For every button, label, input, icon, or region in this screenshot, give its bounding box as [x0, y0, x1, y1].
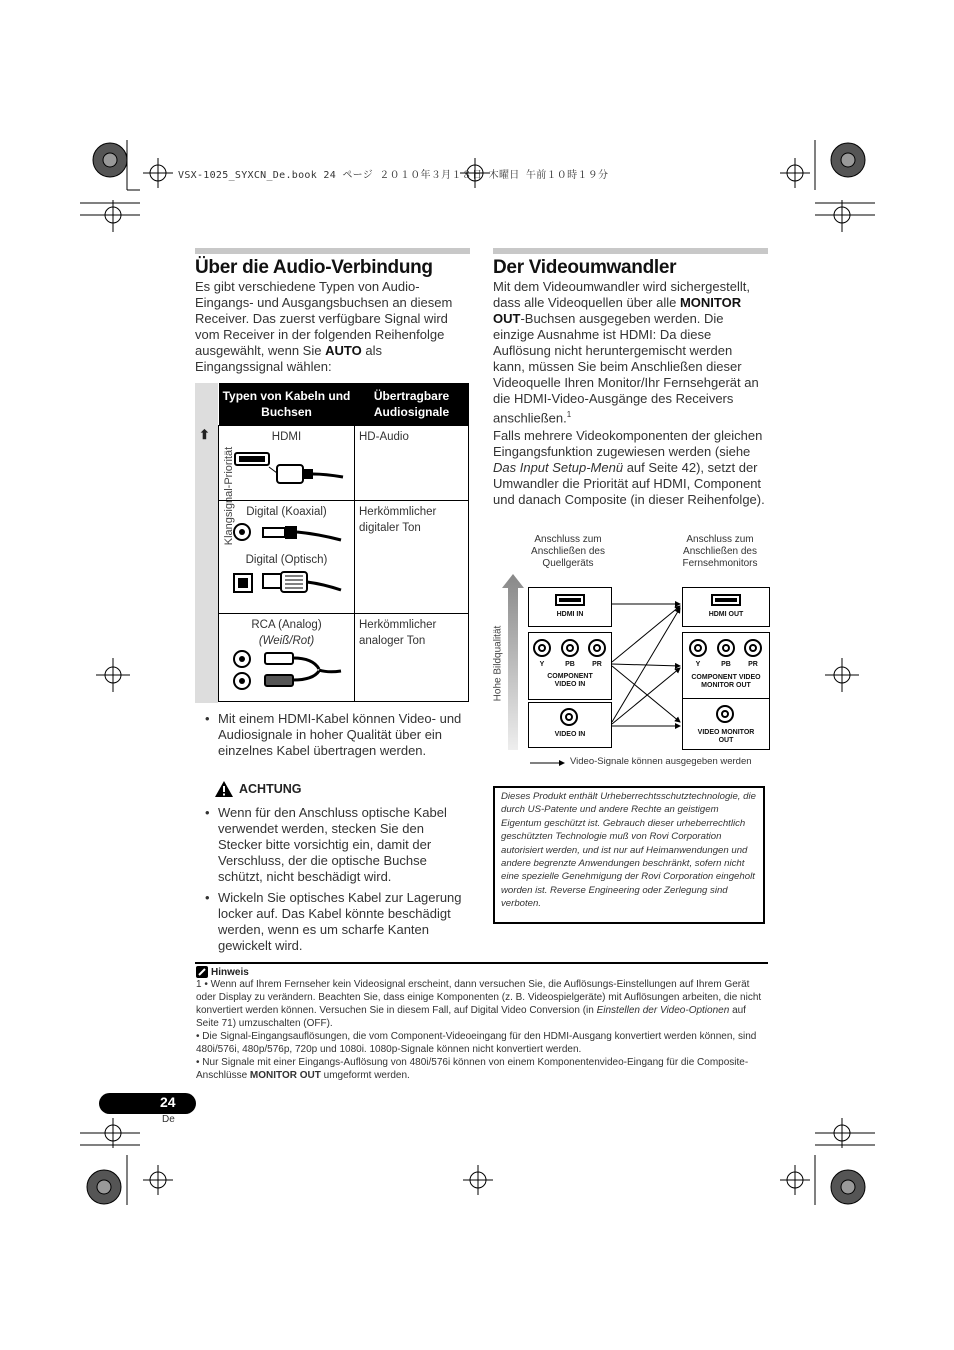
warning-icon — [214, 780, 234, 798]
caution-heading — [214, 780, 302, 798]
list-item: • Mit einem HDMI-Kabel können Video- und Audiosignale in hoher Qualität über ein einzelnes Kabel übertragen werden. — [195, 711, 470, 759]
section-title-audio: Über die Audio-Verbindung — [195, 257, 433, 278]
footnote-item: • Nur Signale mit einer Eingangs-Auflösung von 480i/576i können von einem Komponentenvideo-Eingang für die Composite-Anschlüsse MONITOR OUT umgeformt werden. — [196, 1057, 749, 1081]
section-title-video: Der Videoumwandler — [493, 257, 677, 278]
rovi-notice: Dieses Produkt enthält Urheberrechtsschutztechnologie, die durch US-Patente und andere Rechte an geistigem Eigentum geschützt ist. Gebrauch dieser urheberrechtlich geschützten Technologie muß von Rovi Corporation autorisiert werden, und ist nur auf Heimanwendungen und andere begrenzte Anwendungen beschränkt, sofern nicht eine spezielle Genehmigung der Rovi Corporation eingeholt worden ist. Reverse Engineering oder Zerlegung sind verboten. — [493, 786, 765, 924]
audio-connection-table — [218, 383, 469, 702]
cell-type: HDMI — [271, 431, 302, 443]
video-paragraph-1: Mit dem Videoumwandler wird sichergestellt, dass alle Videoquellen über alle MONITOR OUT-Buchsen ausgegeben werden. Die einzige Ausnahme ist HDMI: Da diese Auflösung nicht heruntergemischt werden kann, müssen Sie beim Anschließen dieser Videoquelle Ihren Monitor/Ihr Fernsehgerät an die HDMI-Video-Ausgänge des Receivers anschließen.$^1$ — [493, 279, 759, 426]
footnote-heading — [196, 966, 249, 978]
pb-label: PB — [721, 661, 731, 668]
caution-title: ACHTUNG — [239, 782, 302, 796]
table-row — [219, 501, 355, 614]
cell-type-optical: Digital (Optisch) — [245, 554, 328, 566]
table-header-signal: Übertragbare Audiosignale — [355, 383, 469, 426]
conversion-arrows — [490, 532, 770, 772]
cell-type: RCA (Analog) — [251, 619, 322, 631]
quality-label: Hohe Bildqualität — [492, 625, 504, 702]
video-paragraph-2: Falls mehrere Videokomponenten der gleichen Eingangsfunktion zugewiesen werden (siehe Das Input Setup-Menü auf Seite 42), setzt der Umwandler die Priorität auf HDMI, Component und danach Composite (in dieser Reihenfolge). — [493, 428, 765, 507]
video-in-label: VIDEO IN — [554, 731, 586, 738]
page-number-badge — [99, 1093, 196, 1114]
video-out-label: VIDEO MONITOR OUT — [697, 729, 755, 744]
pr-label: PR — [592, 661, 602, 668]
page-language: De — [162, 1114, 175, 1125]
y-label: Y — [539, 661, 545, 668]
priority-label: Klangsignal-Priorität — [223, 446, 235, 546]
print-header: VSX-1025_SYXCN_De.book 24 ページ ２０１０年３月１８日 木曜日 午前１０時１９分 — [178, 170, 609, 181]
table-header-cable: Typen von Kabeln und Buchsen — [219, 383, 355, 426]
cell-signal: HD-Audio — [355, 426, 469, 501]
page-number: 24 — [160, 1094, 176, 1110]
source-label: Anschluss zum Anschließen des Quellgeräts — [531, 534, 605, 569]
table-row — [219, 426, 355, 501]
footnote-body — [196, 978, 768, 1082]
monitor-label: Anschluss zum Anschließen des Fernsehmonitors — [682, 534, 758, 569]
audio-bullets — [195, 711, 470, 764]
footnote-title: Hinweis — [211, 966, 249, 978]
cell-type-sub: (Weiß/Rot) — [258, 635, 315, 647]
cell-type: Digital (Koaxial) — [246, 506, 327, 518]
hdmi-out-label: HDMI OUT — [708, 611, 744, 618]
list-item: • Wickeln Sie optisches Kabel zur Lagerung locker auf. Das Kabel könnte beschädigt werden, wenn es um scharfe Kanten gewickelt wird. — [195, 890, 470, 954]
table-row — [219, 614, 355, 702]
component-in-label: COMPONENT VIDEO IN — [547, 673, 593, 688]
coaxial-cable-icon — [223, 520, 343, 542]
rca-cable-icon — [223, 649, 343, 691]
footnote-rule — [195, 962, 768, 964]
arrow-legend: Video-Signale können ausgegeben werden — [570, 756, 752, 767]
priority-arrow-icon: ⬆ — [199, 427, 210, 442]
pb-label: PB — [565, 661, 575, 668]
video-diagram — [490, 532, 770, 772]
note-icon — [196, 966, 208, 978]
component-out-label: COMPONENT VIDEO MONITOR OUT — [691, 674, 761, 689]
footnote-item: • Die Signal-Eingangsauflösungen, die vom Component-Videoeingang für den HDMI-Ausgang konvertiert werden können, sind 480i/576i, 480p/576p, 720p und 1080i. 1080p-Signale können nicht konvertiert werden. — [196, 1031, 757, 1055]
hdmi-cable-icon — [225, 447, 345, 491]
y-label: Y — [695, 661, 701, 668]
list-item: • Wenn für den Anschluss optische Kabel verwendet werden, stecken Sie den Stecker bitte vorsichtig ein, damit der Verschluss, der die optische Buchse schützt, nicht beschädigt wird. — [195, 805, 470, 885]
pr-label: PR — [748, 661, 758, 668]
optical-cable-icon — [223, 568, 343, 598]
hdmi-in-label: HDMI IN — [556, 611, 584, 618]
section-bar-left — [195, 248, 470, 254]
footnote-item: 1 • Wenn auf Ihrem Fernseher kein Videosignal erscheint, dann versuchen Sie, die Auflösungs-Einstellungen auf Ihrem Gerät oder Display zu verändern. Beachten Sie, dass einige Komponenten (z. B. Videospielgeräte) mit Auflösungen arbeiten, die nicht konvertiert werden können. Versuchen Sie in diesem Fall, auf Digital Video Conversion (in Einstellen der Video-Optionen auf Seite 71) umzuschalten (OFF). — [196, 979, 762, 1029]
section-bar-right — [493, 248, 768, 254]
cell-signal: Herkömmlicher analoger Ton — [355, 614, 469, 702]
caution-list — [195, 805, 470, 959]
audio-intro: Es gibt verschiedene Typen von Audio-Eingangs- und Ausgangsbuchsen an diesem Receiver. Das zuerst verfügbare Signal wird vom Receiver in der folgenden Reihenfolge ausgewählt, wenn Sie AUTO als Eingangssignal wählen: — [195, 279, 453, 374]
cell-signal: Herkömmlicher digitaler Ton — [355, 501, 469, 614]
